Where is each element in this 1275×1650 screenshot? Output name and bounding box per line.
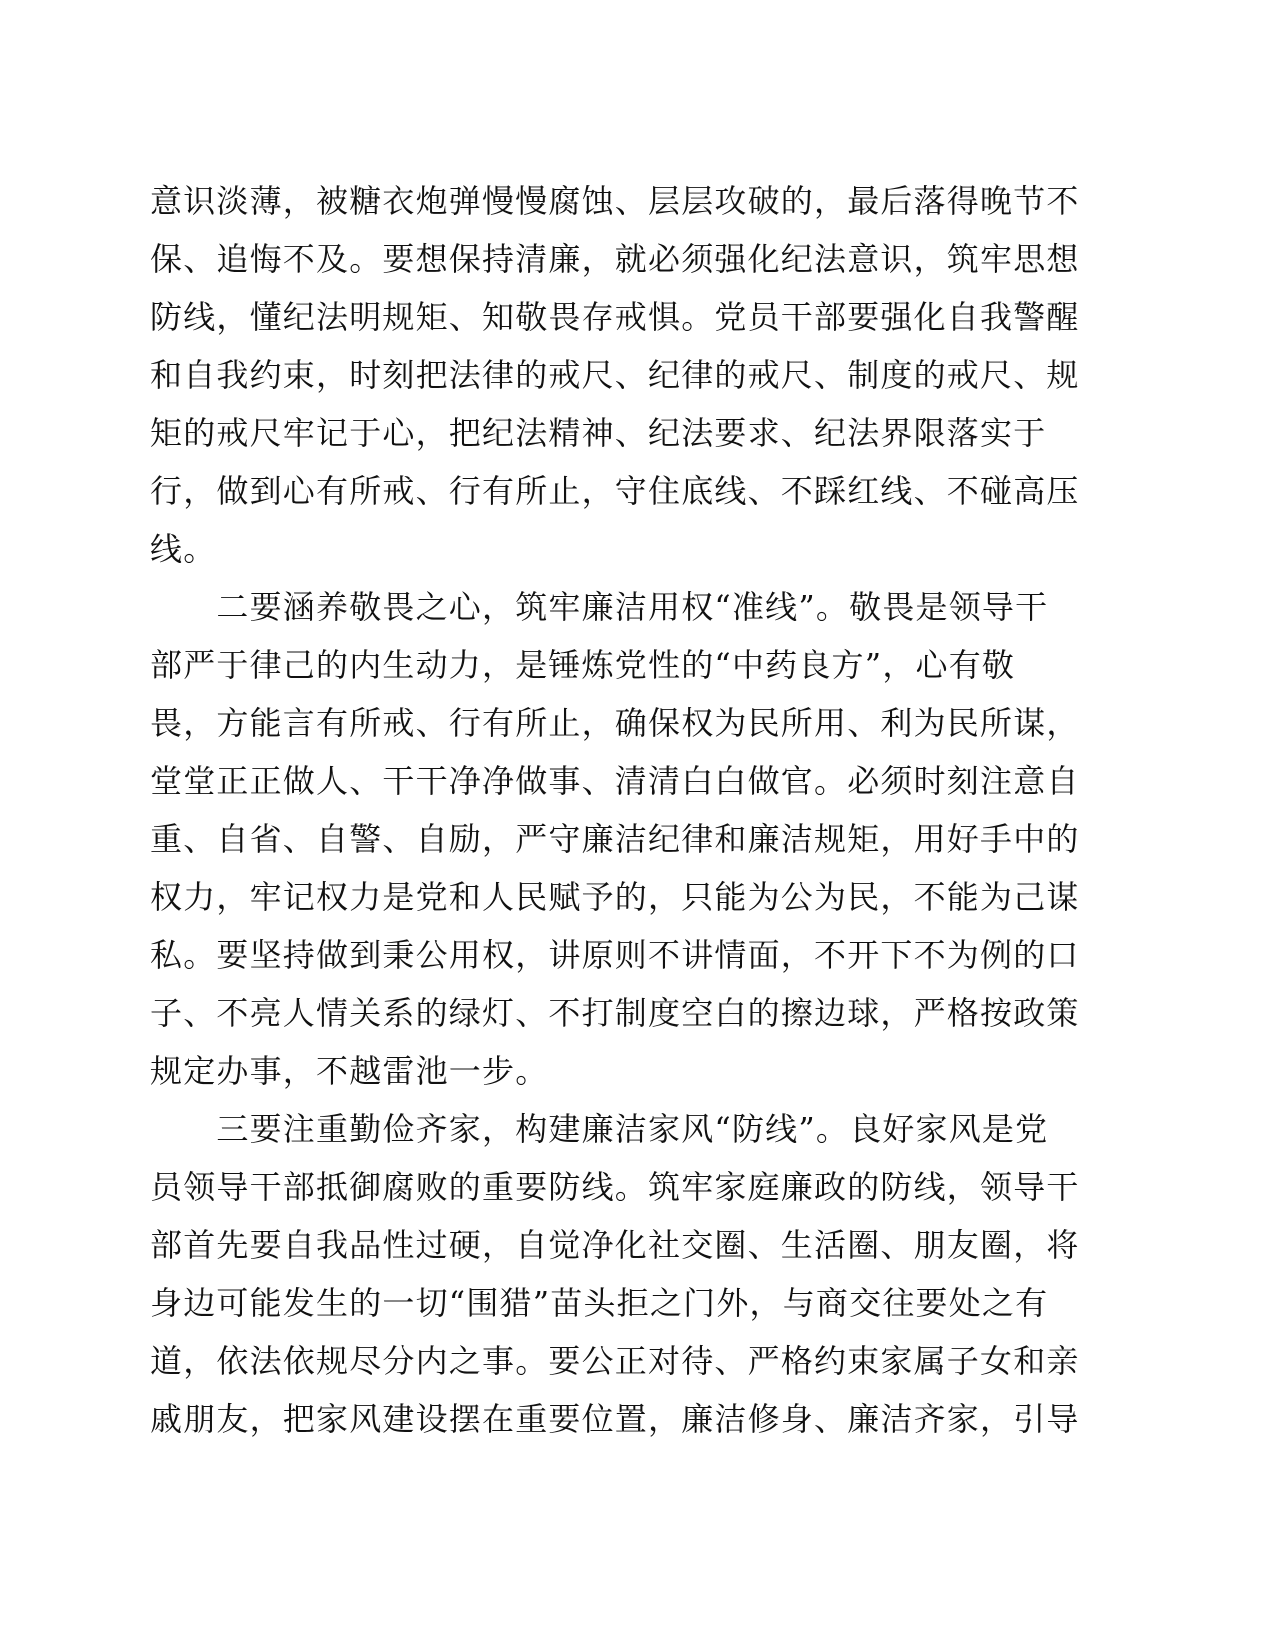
text-line: 二要涵养敬畏之心，筑牢廉洁用权“准线”。敬畏是领导干 [150,588,1049,626]
text-line: 行，做到心有所戒、行有所止，守住底线、不踩红线、不碰高压 [150,472,1080,510]
text-line: 员领导干部抵御腐败的重要防线。筑牢家庭廉政的防线，领导干 [150,1168,1080,1206]
text-line: 防线，懂纪法明规矩、知敬畏存戒惧。党员干部要强化自我警醒 [150,298,1080,336]
text-line: 道，依法依规尽分内之事。要公正对待、严格约束家属子女和亲 [150,1342,1080,1380]
text-line: 部首先要自我品性过硬，自觉净化社交圈、生活圈、朋友圈，将 [150,1226,1080,1264]
text-line: 重、自省、自警、自励，严守廉洁纪律和廉洁规矩，用好手中的 [150,820,1080,858]
text-line: 矩的戒尺牢记于心，把纪法精神、纪法要求、纪法界限落实于 [150,414,1047,452]
text-line: 子、不亮人情关系的绿灯、不打制度空白的擦边球，严格按政策 [150,994,1080,1032]
body-text [150,172,1080,1448]
text-line: 畏，方能言有所戒、行有所止，确保权为民所用、利为民所谋， [150,704,1080,742]
text-line: 三要注重勤俭齐家，构建廉洁家风“防线”。良好家风是党 [150,1110,1049,1148]
text-line: 权力，牢记权力是党和人民赋予的，只能为公为民，不能为己谋 [150,878,1080,916]
text-line: 和自我约束，时刻把法律的戒尺、纪律的戒尺、制度的戒尺、规 [150,356,1080,394]
text-line: 私。要坚持做到秉公用权，讲原则不讲情面，不开下不为例的口 [150,936,1080,974]
text-line: 戚朋友，把家风建设摆在重要位置，廉洁修身、廉洁齐家，引导 [150,1400,1080,1438]
text-line: 线。 [150,530,217,568]
text-line: 保、追悔不及。要想保持清廉，就必须强化纪法意识，筑牢思想 [150,240,1080,278]
text-line: 规定办事，不越雷池一步。 [150,1052,549,1090]
text-line: 意识淡薄，被糖衣炮弹慢慢腐蚀、层层攻破的，最后落得晚节不 [150,182,1080,220]
text-line: 堂堂正正做人、干干净净做事、清清白白做官。必须时刻注意自 [150,762,1080,800]
text-line: 身边可能发生的一切“围猎”苗头拒之门外，与商交往要处之有 [150,1284,1049,1322]
text-line: 部严于律己的内生动力，是锤炼党性的“中药良方”，心有敬 [150,646,1016,684]
